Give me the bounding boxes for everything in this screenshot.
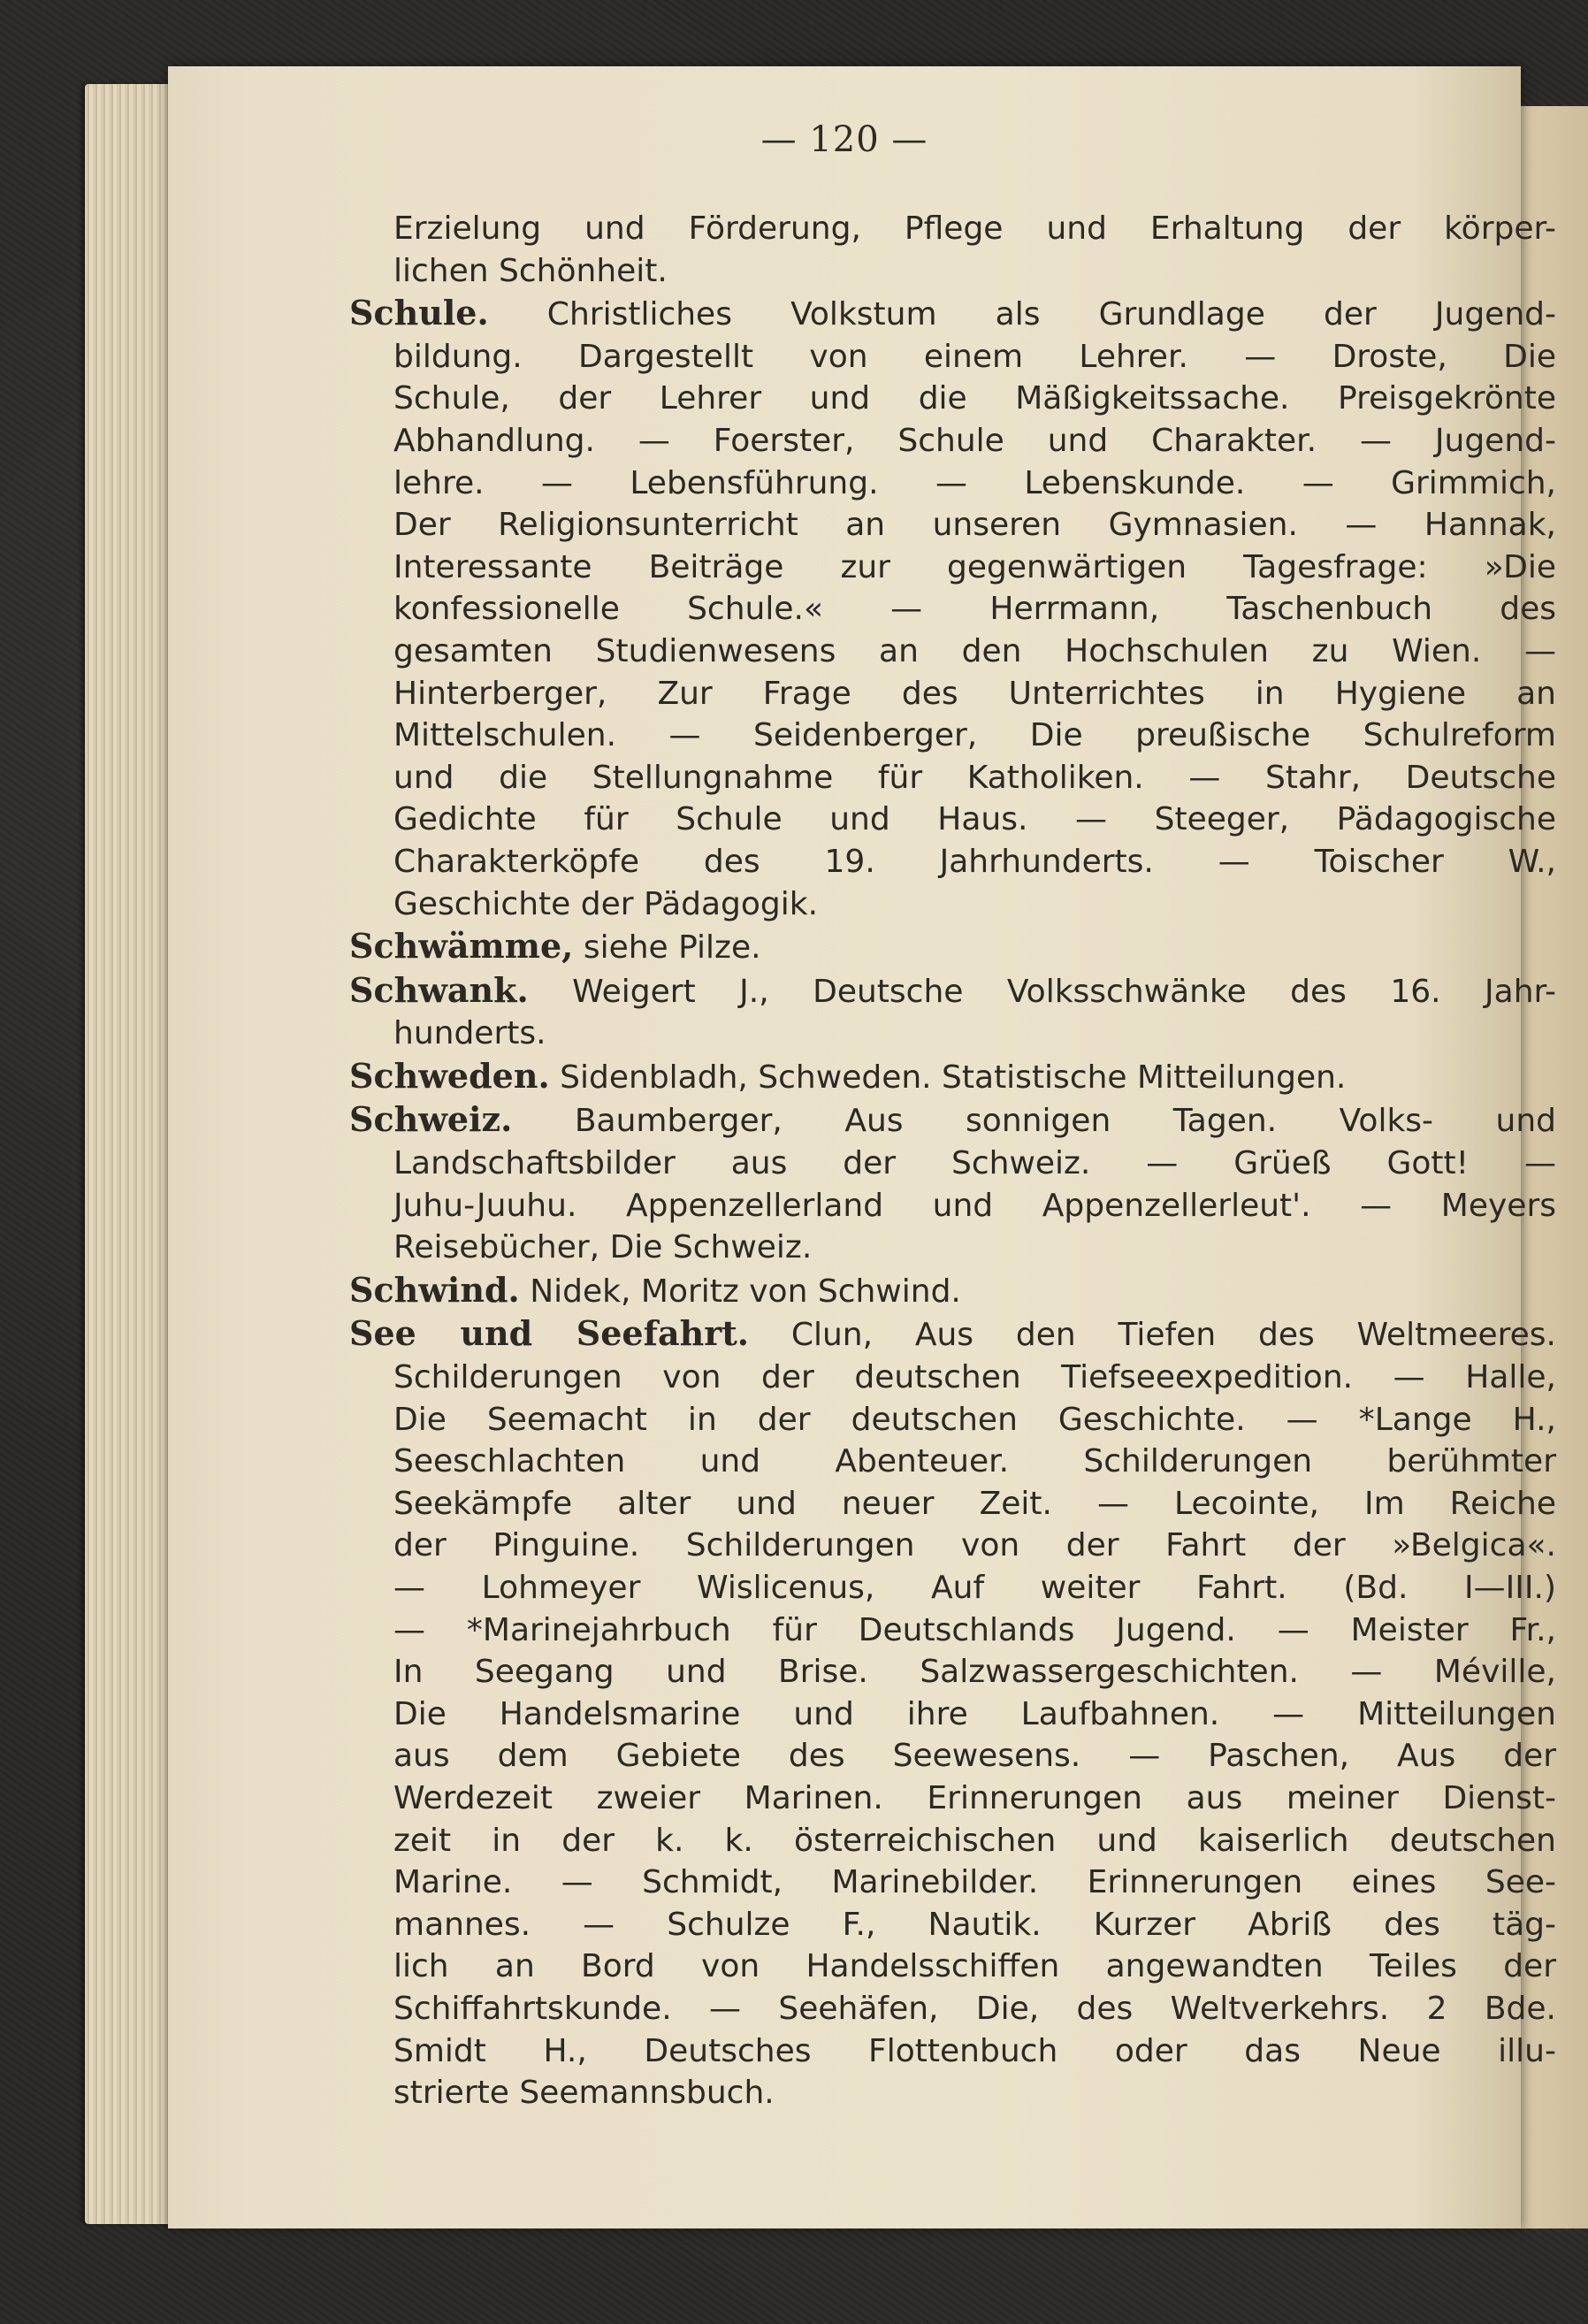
entry-text: Sidenbladh, Schweden. Statistische Mitteilungen.: [549, 1059, 1347, 1096]
entry-keyword: See und Seefahrt.: [349, 1313, 750, 1354]
text-line: gesamten Studienwesens an den Hochschulen zu Wien. —: [393, 632, 1556, 669]
text-line: Schilderungen von der deutschen Tiefseeexpedition. — Halle,: [393, 1359, 1556, 1396]
text-line: Die Handelsmarine und ihre Laufbahnen. — Mitteilungen: [393, 1695, 1556, 1732]
text-line: Interessante Beiträge zur gegenwärtigen Tagesfrage: »Die: [393, 548, 1556, 585]
index-entry-seefahrt: [349, 1312, 1556, 2114]
text-line: In Seegang und Brise. Salzwassergeschichten. — Méville,: [393, 1654, 1556, 1691]
book-page: [168, 66, 1556, 2228]
index-entry-schule: [349, 292, 1556, 925]
text-line: [349, 1055, 1556, 1099]
text-line: Smidt H., Deutsches Flottenbuch oder das Neue illu-: [393, 2032, 1556, 2069]
index-entry-schwind: [349, 1269, 1556, 1313]
text-line: aus dem Gebiete des Seewesens. — Paschen, Aus der: [393, 1738, 1556, 1775]
text-line: [349, 1312, 1556, 1357]
text-line: [349, 292, 1556, 336]
text-line: lich an Bord von Handelsschiffen angewandten Teiles der: [393, 1948, 1556, 1985]
entry-keyword: Schwämme,: [349, 926, 574, 967]
text-line: Charakterköpfe des 19. Jahrhunderts. — Toischer W.,: [393, 843, 1556, 880]
text-line: und die Stellungnahme für Katholiken. — Stahr, Deutsche: [393, 759, 1556, 796]
text-line: Juhu-Juuhu. Appenzellerland und Appenzellerleut'. — Meyers: [393, 1187, 1556, 1224]
text-line: Landschaftsbilder aus der Schweiz. — Grüeß Gott! —: [393, 1145, 1556, 1182]
entry-text: Clun, Aus den Tiefen des Weltmeeres.: [749, 1317, 1556, 1354]
text-line: zeit in der k. k. österreichischen und kaiserlich deutschen: [393, 1822, 1556, 1859]
text-line: [349, 1269, 1556, 1313]
text-line: Seeschlachten und Abenteuer. Schilderungen berühmter: [393, 1443, 1556, 1480]
index-entry-continuation: [349, 208, 1556, 292]
text-line: Werdezeit zweier Marinen. Erinnerungen aus meiner Dienst-: [393, 1779, 1556, 1816]
entry-text: Christliches Volkstum als Grundlage der Jugend-: [488, 296, 1556, 333]
index-text: [349, 208, 1556, 2114]
entry-keyword: Schwind.: [349, 1269, 520, 1310]
text-line: Die Seemacht in der deutschen Geschichte. — *Lange H.,: [393, 1401, 1556, 1438]
text-line: Hinterberger, Zur Frage des Unterrichtes in Hygiene an: [393, 675, 1556, 712]
entry-keyword: Schweden.: [349, 1055, 550, 1096]
text-line: Geschichte der Pädagogik.: [393, 885, 819, 922]
text-line: [349, 969, 1556, 1013]
text-line: Reisebücher, Die Schweiz.: [393, 1229, 813, 1266]
text-line: Marine. — Schmidt, Marinebilder. Erinnerungen eines See-: [393, 1864, 1556, 1901]
entry-text: Weigert J., Deutsche Volksschwänke des 16. Jahr-: [528, 973, 1556, 1010]
text-line: lichen Schönheit.: [393, 252, 668, 289]
text-line: lehre. — Lebensführung. — Lebenskunde. — Grimmich,: [393, 464, 1556, 501]
text-line: konfessionelle Schule.« — Herrmann, Taschenbuch des: [393, 591, 1556, 628]
index-entry-schwank: [349, 969, 1556, 1055]
text-line: Gedichte für Schule und Haus. — Steeger, Pädagogische: [393, 801, 1556, 838]
entry-text: Nidek, Moritz von Schwind.: [519, 1273, 961, 1310]
text-line: Erzielung und Förderung, Pflege und Erhaltung der körper-: [393, 210, 1556, 247]
index-entry-schweden: [349, 1055, 1556, 1099]
index-entry-schweiz: [349, 1098, 1556, 1268]
entry-keyword: Schule.: [349, 293, 489, 333]
text-line: mannes. — Schulze F., Nautik. Kurzer Abriß des täg-: [393, 1906, 1556, 1943]
text-line: [349, 1098, 1556, 1143]
text-line: [349, 925, 1556, 969]
page-number: — 120 —: [760, 119, 928, 160]
text-line: Der Religionsunterricht an unseren Gymnasien. — Hannak,: [393, 507, 1556, 544]
entry-keyword: Schweiz.: [349, 1099, 513, 1140]
text-line: — Lohmeyer Wislicenus, Auf weiter Fahrt. (Bd. I—III.): [393, 1570, 1556, 1606]
text-line: Mittelschulen. — Seidenberger, Die preußische Schulreform: [393, 717, 1556, 754]
entry-keyword: Schwank.: [349, 969, 529, 1010]
entry-text: siehe Pilze.: [573, 929, 761, 967]
text-line: — *Marinejahrbuch für Deutschlands Jugend. — Meister Fr.,: [393, 1611, 1556, 1648]
text-line: hunderts.: [393, 1015, 546, 1052]
text-line: bildung. Dargestellt von einem Lehrer. — Droste, Die: [393, 338, 1556, 375]
text-line: Abhandlung. — Foerster, Schule und Charakter. — Jugend-: [393, 422, 1556, 459]
entry-text: Baumberger, Aus sonnigen Tagen. Volks- und: [512, 1103, 1556, 1140]
text-line: Schule, der Lehrer und die Mäßigkeitssache. Preisgekrönte: [393, 380, 1556, 417]
text-line: Schiffahrtskunde. — Seehäfen, Die, des Weltverkehrs. 2 Bde.: [393, 1990, 1556, 2027]
text-line: der Pinguine. Schilderungen von der Fahrt der »Belgica«.: [393, 1527, 1556, 1564]
index-entry-schwaemme: [349, 925, 1556, 969]
text-line: strierte Seemannsbuch.: [393, 2075, 775, 2112]
text-line: Seekämpfe alter und neuer Zeit. — Lecointe, Im Reiche: [393, 1485, 1556, 1522]
